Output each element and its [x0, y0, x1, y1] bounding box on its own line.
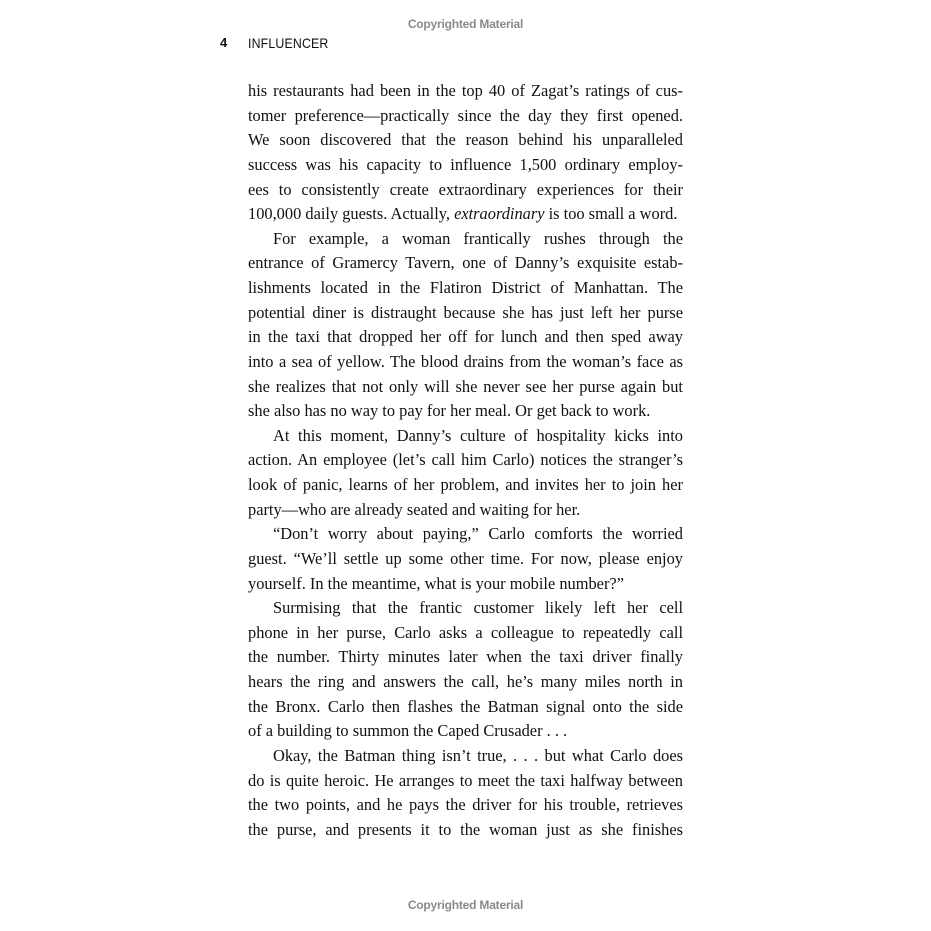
text-line: she also has no way to pay for her meal. Or get back to work.	[248, 401, 651, 421]
text-line: For example, a woman frantically rushes through the	[273, 228, 683, 248]
emphasis-text: extraordinary	[454, 204, 545, 224]
text-line: the two points, and he pays the driver for his trouble, retrieves	[248, 795, 683, 815]
text-segment: is too small a word.	[544, 204, 678, 224]
text-line: tomer preference—practically since the day they first opened.	[248, 105, 683, 125]
copyright-watermark-bottom: Copyrighted Material	[407, 898, 524, 912]
text-line: party—who are already seated and waiting for her.	[248, 499, 581, 519]
text-line: lishments located in the Flatiron District of Manhattan. The	[248, 278, 683, 297]
text-line: do is quite heroic. He arranges to meet the taxi halfway between	[248, 770, 683, 790]
text-line: phone in her purse, Carlo asks a colleague to repeatedly call	[248, 622, 683, 642]
text-line: Surmising that the frantic customer likely left her cell	[273, 598, 683, 618]
body-text	[248, 79, 683, 842]
copyright-watermark-top: Copyrighted Material	[407, 17, 524, 31]
paragraph	[248, 227, 683, 424]
text-line: “Don’t worry about paying,” Carlo comforts the worried	[273, 524, 683, 544]
text-line: Okay, the Batman thing isn’t true, . . . but what Carlo does	[273, 745, 683, 765]
text-line: the Bronx. Carlo then flashes the Batman signal onto the side	[248, 696, 683, 716]
text-line: potential diner is distraught because she has just left her purse	[248, 302, 683, 322]
paragraph	[248, 79, 683, 227]
text-line: entrance of Gramercy Tavern, one of Danny’s exquisite estab-	[248, 253, 683, 273]
text-line: the purse, and presents it to the woman just as she finishes	[248, 819, 683, 839]
text-line: hears the ring and answers the call, he’s many miles north in	[248, 672, 683, 691]
text-line: of a building to summon the Caped Crusader . . .	[248, 721, 568, 741]
text-line: into a sea of yellow. The blood drains from the woman’s face as	[248, 351, 683, 371]
text-line: she realizes that not only will she never see her purse again but	[248, 376, 683, 396]
text-line	[248, 202, 683, 227]
text-line: his restaurants had been in the top 40 of Zagat’s ratings of cus-	[248, 81, 683, 100]
paragraph	[248, 424, 683, 523]
text-line: ees to consistently create extraordinary experiences for their	[248, 179, 683, 199]
text-line: yourself. In the meantime, what is your mobile number?”	[248, 573, 624, 593]
paragraph	[248, 596, 683, 744]
text-line: in the taxi that dropped her off for lunch and then sped away	[248, 327, 683, 347]
text-line: At this moment, Danny’s culture of hospitality kicks into	[273, 425, 683, 445]
text-line: look of panic, learns of her problem, and invites her to join her	[248, 475, 683, 494]
paragraph	[248, 744, 683, 843]
text-segment: 100,000 daily guests. Actually,	[248, 204, 455, 224]
paragraph	[248, 522, 683, 596]
text-line: success was his capacity to influence 1,500 ordinary employ-	[248, 154, 683, 174]
text-line: action. An employee (let’s call him Carlo) notices the stranger’s	[248, 450, 683, 470]
text-line: We soon discovered that the reason behind his unparalleled	[248, 130, 683, 150]
running-head: INFLUENCER	[248, 35, 329, 51]
text-line: guest. “We’ll settle up some other time. For now, please enjoy	[248, 548, 683, 568]
text-line: the number. Thirty minutes later when the taxi driver finally	[248, 647, 683, 667]
page-number: 4	[220, 35, 228, 50]
